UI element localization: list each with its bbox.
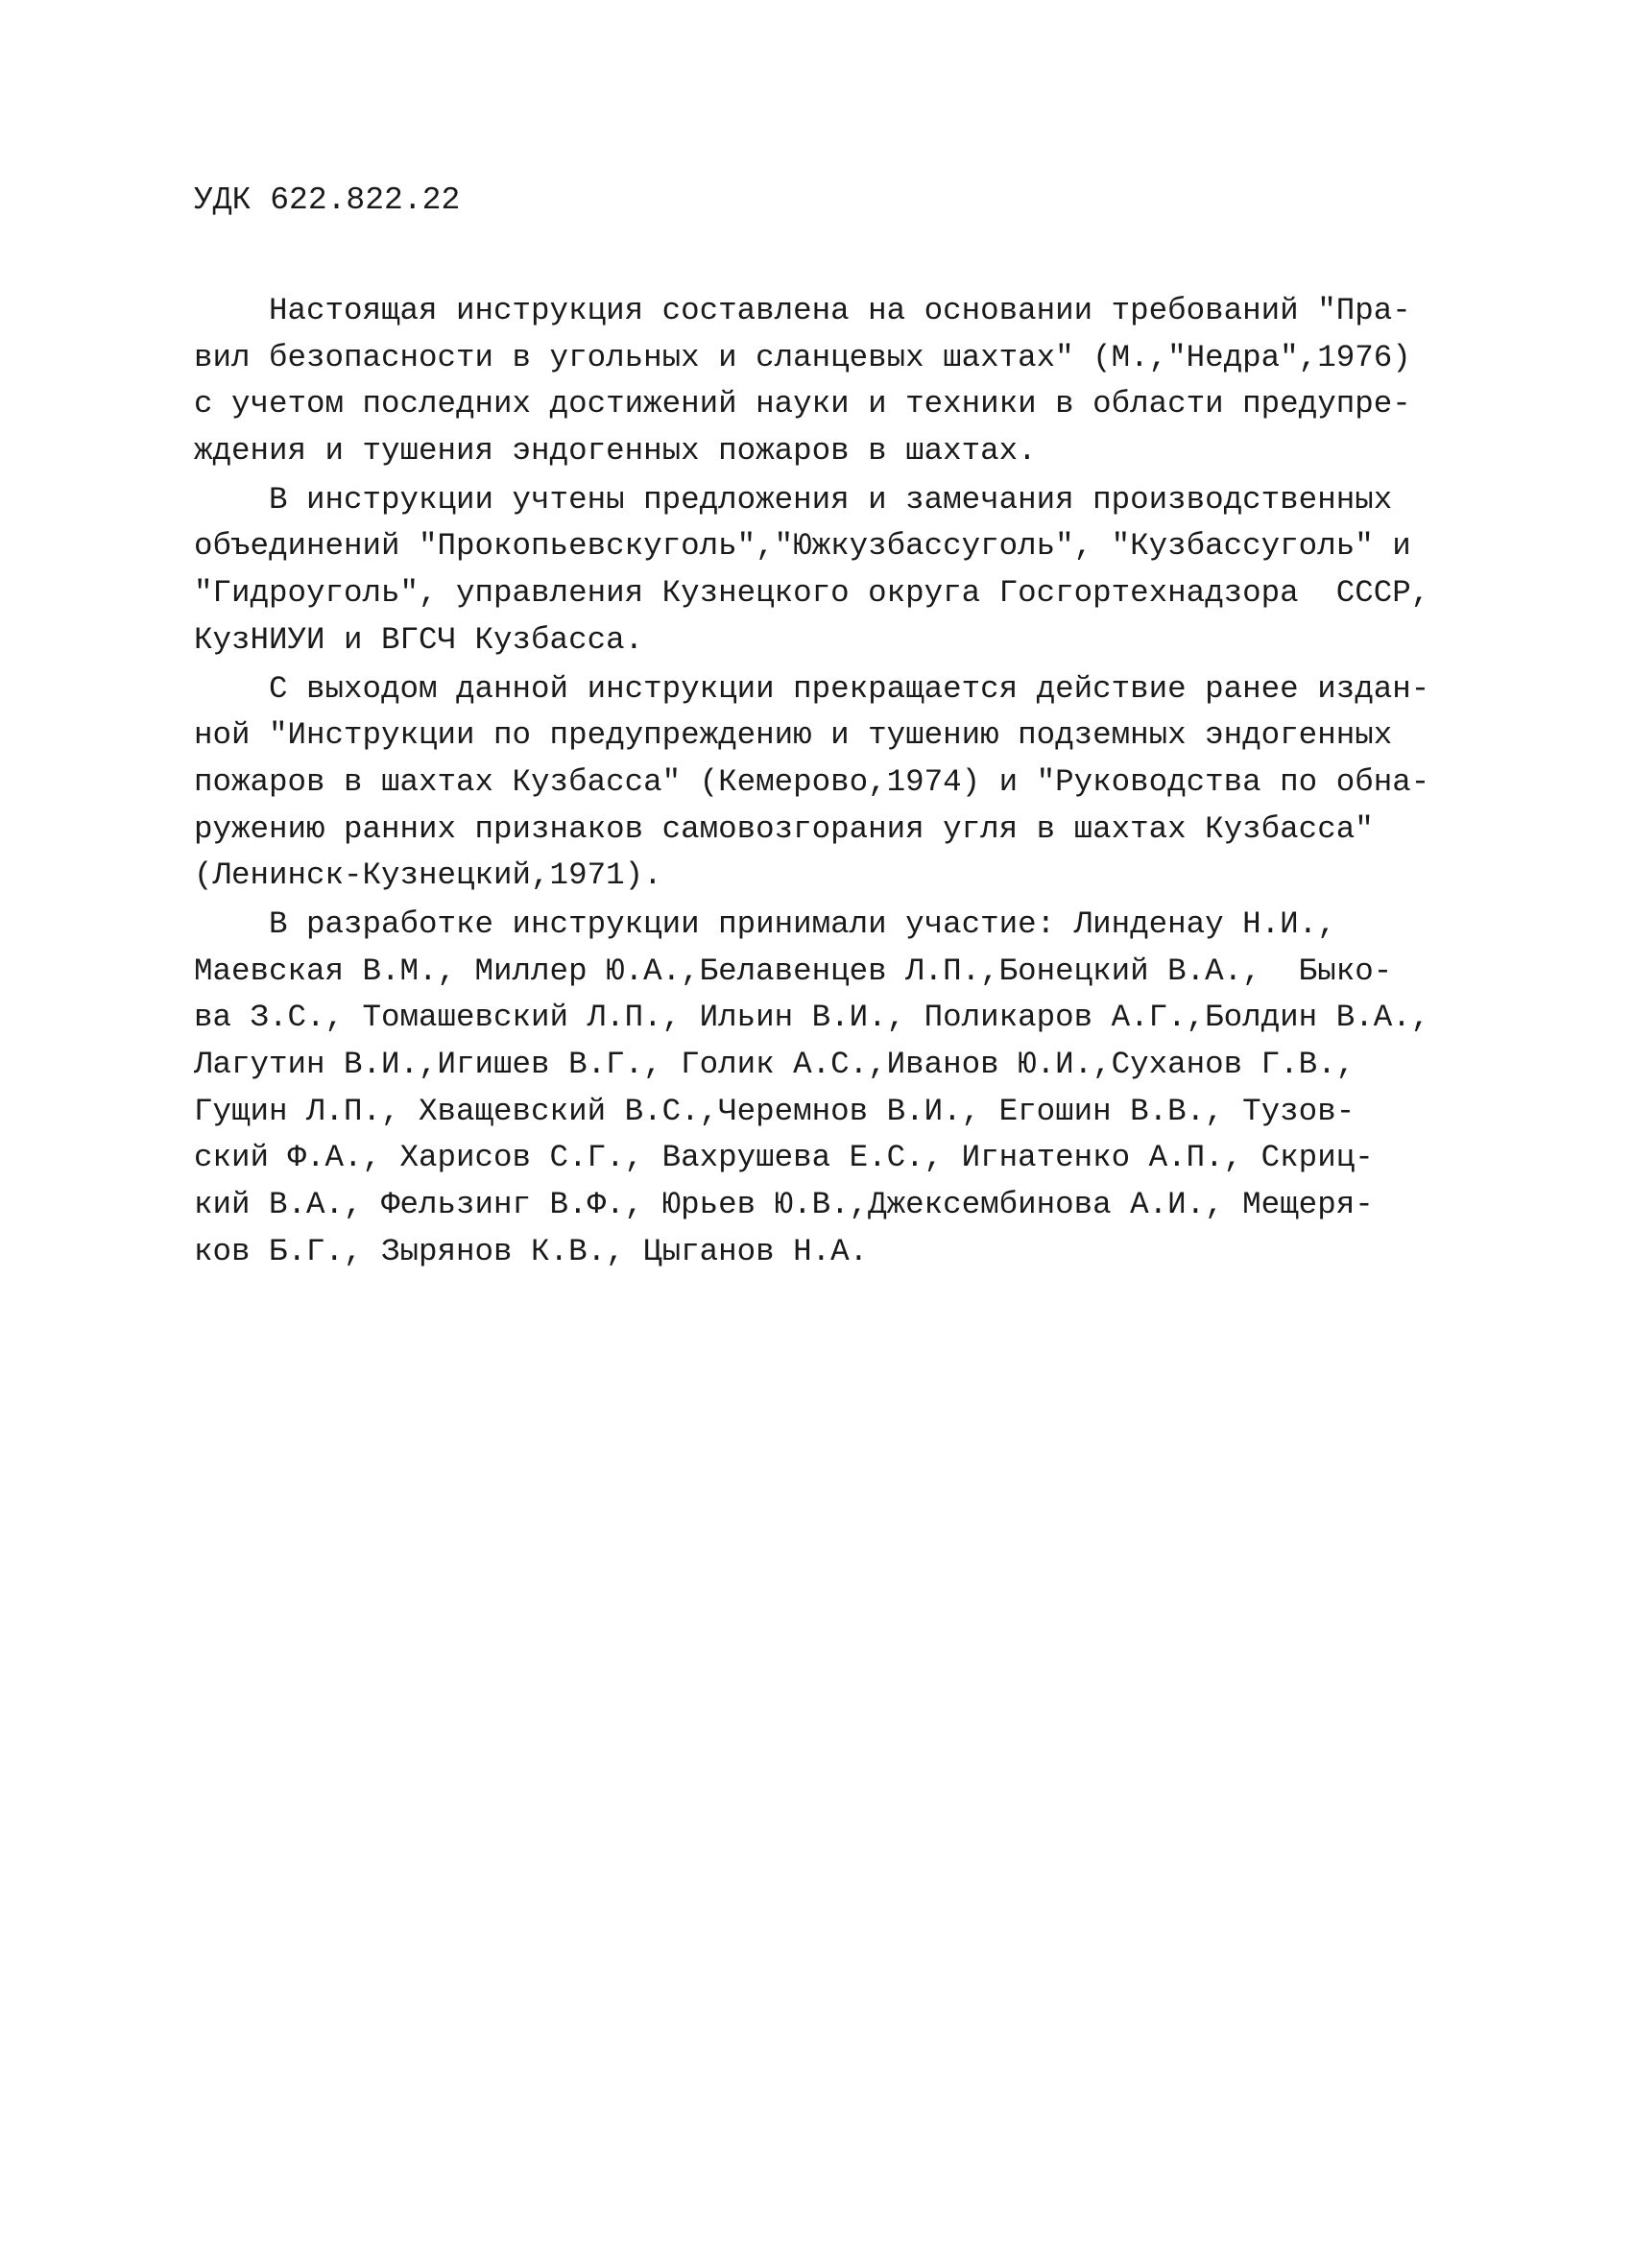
paragraph-line: ков Б.Г., Зырянов К.В., Цыганов Н.А. <box>194 1233 869 1269</box>
paragraph-line: вил безопасности в угольных и сланцевых шахтах" (М.,"Недра",1976) <box>194 339 1411 375</box>
paragraph-line: ждения и тушения эндогенных пожаров в шахтах. <box>194 433 1037 470</box>
paragraph-line: ва З.С., Томашевский Л.П., Ильин В.И., Поликаров А.Г.,Болдин В.А., <box>194 1000 1430 1036</box>
paragraph-line: с учетом последних достижений науки и техники в области предупре- <box>194 386 1411 422</box>
paragraph-line: В разработке инструкции принимали участие: Линденау Н.И., <box>194 905 1336 942</box>
paragraph-line: объединений "Прокопьевскуголь","Южкузбассуголь", "Кузбассуголь" и <box>194 528 1411 565</box>
paragraph-authors <box>194 902 1471 1276</box>
paragraph-line: Маевская В.М., Миллер Ю.А.,Белавенцев Л.П.,Бонецкий В.А., Быко- <box>194 953 1393 989</box>
paragraph-line: КузНИУИ и ВГСЧ Кузбасса. <box>194 621 644 658</box>
paragraph-line: С выходом данной инструкции прекращается действие ранее издан- <box>194 670 1430 707</box>
paragraph-line: ружению ранних признаков самовозгорания угля в шахтах Кузбасса" <box>194 810 1374 847</box>
document-body <box>194 288 1471 1275</box>
paragraph-line: пожаров в шахтах Кузбасса" (Кемерово,1974) и "Руководства по обна- <box>194 763 1430 800</box>
paragraph-line: "Гидроуголь", управления Кузнецкого округа Госгортехнадзора СССР, <box>194 575 1430 612</box>
paragraph-line: Лагутин В.И.,Игишев В.Г., Голик А.С.,Иванов Ю.И.,Суханов Г.В., <box>194 1047 1356 1082</box>
udk-code: УДК 622.822.22 <box>194 182 461 218</box>
paragraph-basis <box>194 288 1471 475</box>
paragraph-line: (Ленинск-Кузнецкий,1971). <box>194 857 662 894</box>
paragraph-acknowledgements <box>194 477 1471 664</box>
paragraph-line: В инструкции учтены предложения и замечания производственных <box>194 481 1393 518</box>
paragraph-supersedes <box>194 666 1471 900</box>
paragraph-line: ной "Инструкции по предупреждению и тушению подземных эндогенных <box>194 717 1393 754</box>
paragraph-line: Гущин Л.П., Хващевский В.С.,Черемнов В.И., Егошин В.В., Тузов- <box>194 1093 1356 1129</box>
paragraph-line: ский Ф.А., Харисов С.Г., Вахрушева Е.С., Игнатенко А.П., Скриц- <box>194 1140 1374 1176</box>
paragraph-line: кий В.А., Фельзинг В.Ф., Юрьев Ю.В.,Джексембинова А.И., Мещеря- <box>194 1187 1374 1223</box>
paragraph-line: Настоящая инструкция составлена на основании требований "Пра- <box>194 293 1411 328</box>
